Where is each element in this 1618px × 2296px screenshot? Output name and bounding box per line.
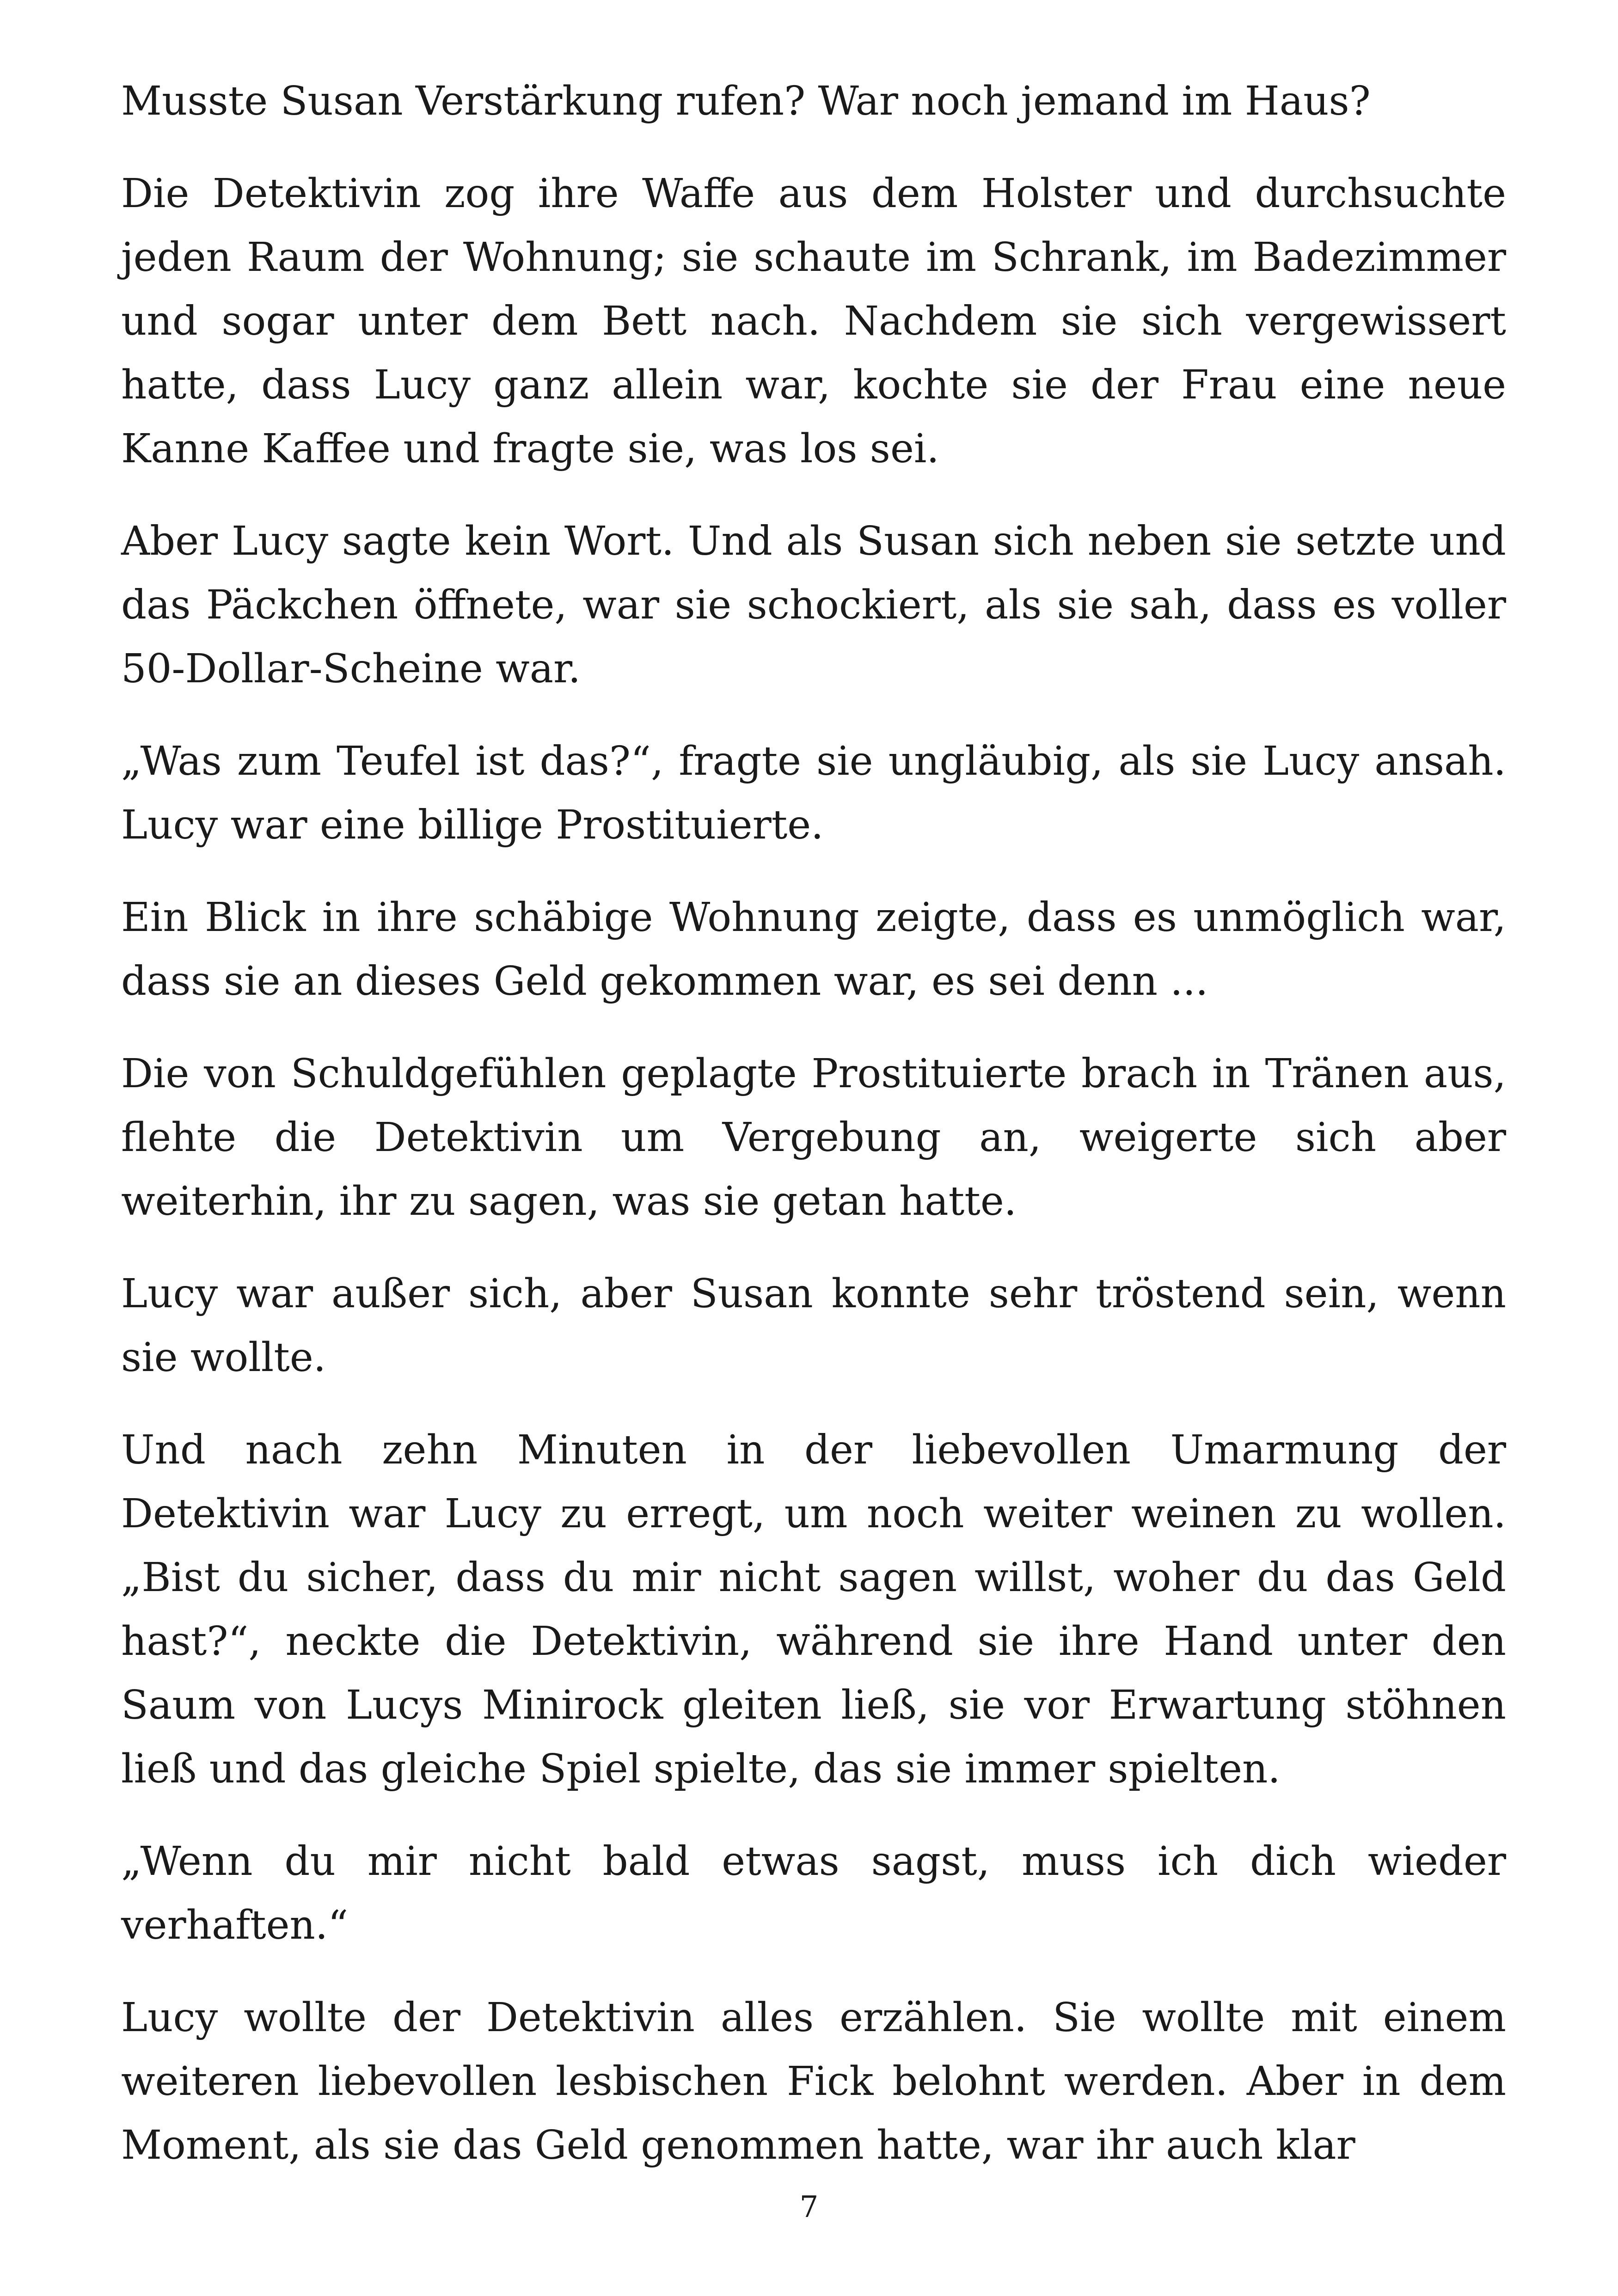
paragraph: Lucy wollte der Detektivin alles erzählen. Sie wollte mit einem weiteren liebevollen lesbischen Fick belohnt werden. Aber in dem Moment, als sie das Geld genommen hatte, war ihr auch klar [121,1995,1506,2168]
paragraph: Ein Blick in ihre schäbige Wohnung zeigte, dass es unmöglich war, dass sie an dieses Geld gekommen war, es sei denn ... [121,894,1506,1004]
paragraph: „Was zum Teufel ist das?“, fragte sie ungläubig, als sie Lucy ansah. Lucy war eine billige Prostituierte. [121,738,1506,848]
paragraph: Aber Lucy sagte kein Wort. Und als Susan sich neben sie setzte und das Päckchen öffnete, war sie schockiert, als sie sah, dass es voller 50-Dollar-Scheine war. [121,518,1506,692]
paragraph: Lucy war außer sich, aber Susan konnte sehr tröstend sein, wenn sie wollte. [121,1271,1506,1381]
page-number: 7 [799,2190,819,2224]
paragraph: Musste Susan Verstärkung rufen? War noch jemand im Haus? [121,78,1371,124]
body-text [121,69,1506,2206]
paragraph: „Wenn du mir nicht bald etwas sagst, muss ich dich wieder verhaften.“ [121,1838,1506,1948]
paragraph: Die Detektivin zog ihre Waffe aus dem Holster und durchsuchte jeden Raum der Wohnung; sie schaute im Schrank, im Badezimmer und sogar unter dem Bett nach. Nachdem sie sich vergewissert hatte, dass Lucy ganz allein war, kochte sie der Frau eine neue Kanne Kaffee und fragte sie, was los sei. [121,171,1506,472]
paragraph: Und nach zehn Minuten in der liebevollen Umarmung der Detektivin war Lucy zu erregt, um noch weiter weinen zu wollen. „Bist du sicher, dass du mir nicht sagen willst, woher du das Geld hast?“, neckte die Detektivin, während sie ihre Hand unter den Saum von Lucys Minirock gleiten ließ, sie vor Erwartung stöhnen ließ und das gleiche Spiel spielte, das sie immer spielten. [121,1427,1506,1792]
paragraph: Die von Schuldgefühlen geplagte Prostituierte brach in Tränen aus, flehte die Detektivin um Vergebung an, weigerte sich aber weiterhin, ihr zu sagen, was sie getan hatte. [121,1051,1506,1225]
